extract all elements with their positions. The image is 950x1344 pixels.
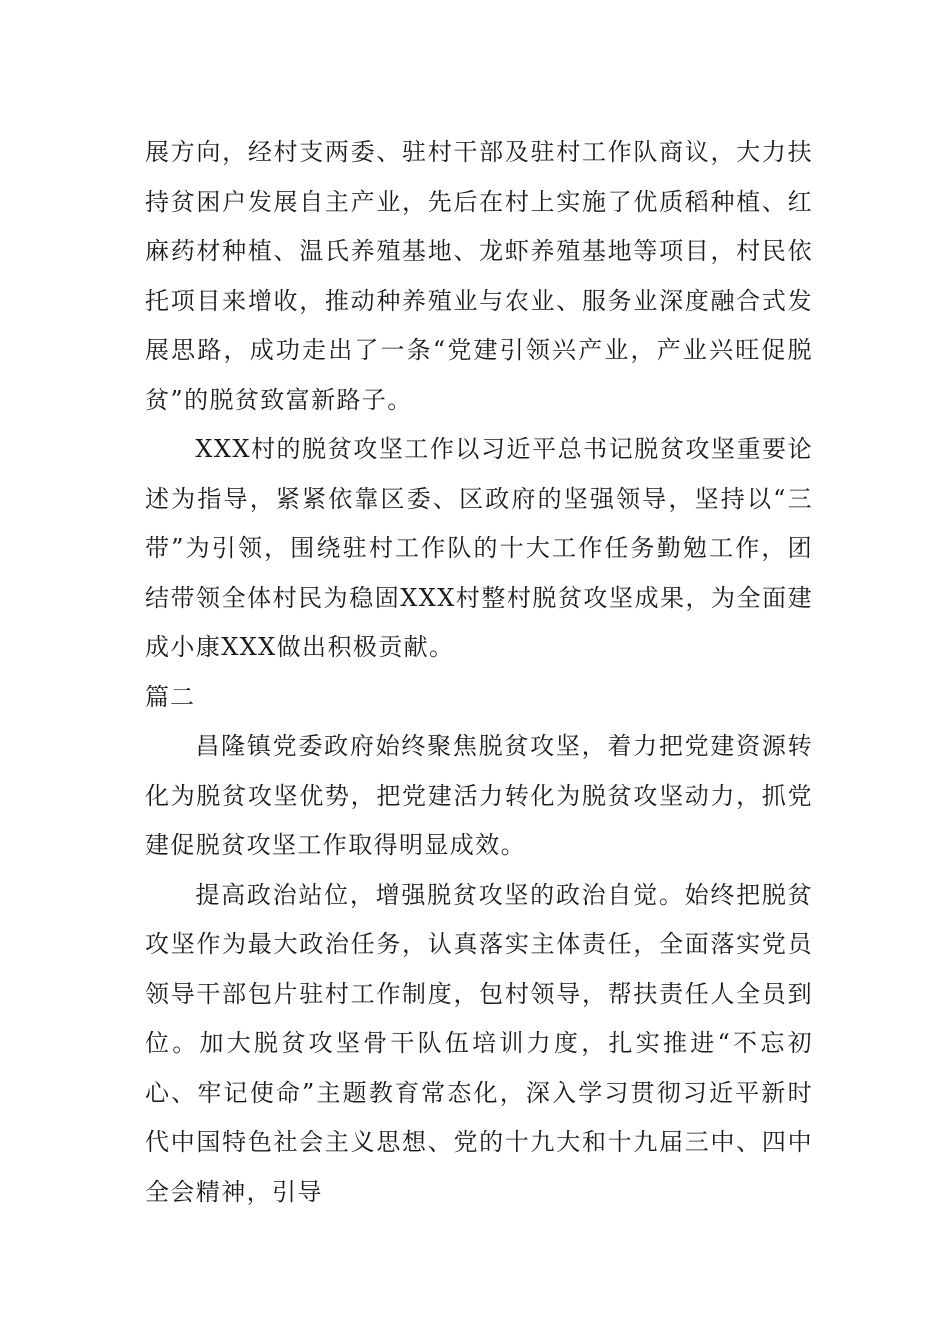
- document-body: [145, 128, 813, 1217]
- paragraph-1: 展方向，经村支两委、驻村干部及驻村工作队商议，大力扶持贫困户发展自主产业，先后在村上实施了优质稻种植、红麻药材种植、温氏养殖基地、龙虾养殖基地等项目，村民依托项目来增收，推动种养殖业与农业、服务业深度融合式发展思路，成功走出了一条“党建引领兴产业，产业兴旺促脱贫”的脱贫致富新路子。: [145, 138, 813, 414]
- section-heading: 篇二: [145, 682, 195, 711]
- paragraph-3: 昌隆镇党委政府始终聚焦脱贫攻坚，着力把党建资源转化为脱贫攻坚优势，把党建活力转化为脱贫攻坚动力，抓党建促脱贫攻坚工作取得明显成效。: [145, 732, 813, 859]
- paragraph-4: 提高政治站位，增强脱贫攻坚的政治自觉。始终把脱贫攻坚作为最大政治任务，认真落实主体责任，全面落实党员领导干部包片驻村工作制度，包村领导，帮扶责任人全员到位。加大脱贫攻坚骨干队伍培训力度，扎实推进“不忘初心、牢记使命”主题教育常态化，深入学习贯彻习近平新时代中国特色社会主义思想、党的十九大和十九届三中、四中全会精神，引导: [145, 880, 813, 1206]
- paragraph-2: XXX村的脱贫攻坚工作以习近平总书记脱贫攻坚重要论述为指导，紧紧依靠区委、区政府的坚强领导，坚持以“三带”为引领，围绕驻村工作队的十大工作任务勤勉工作，团结带领全体村民为稳固XXX村整村脱贫攻坚成果，为全面建成小康XXX做出积极贡献。: [145, 435, 813, 661]
